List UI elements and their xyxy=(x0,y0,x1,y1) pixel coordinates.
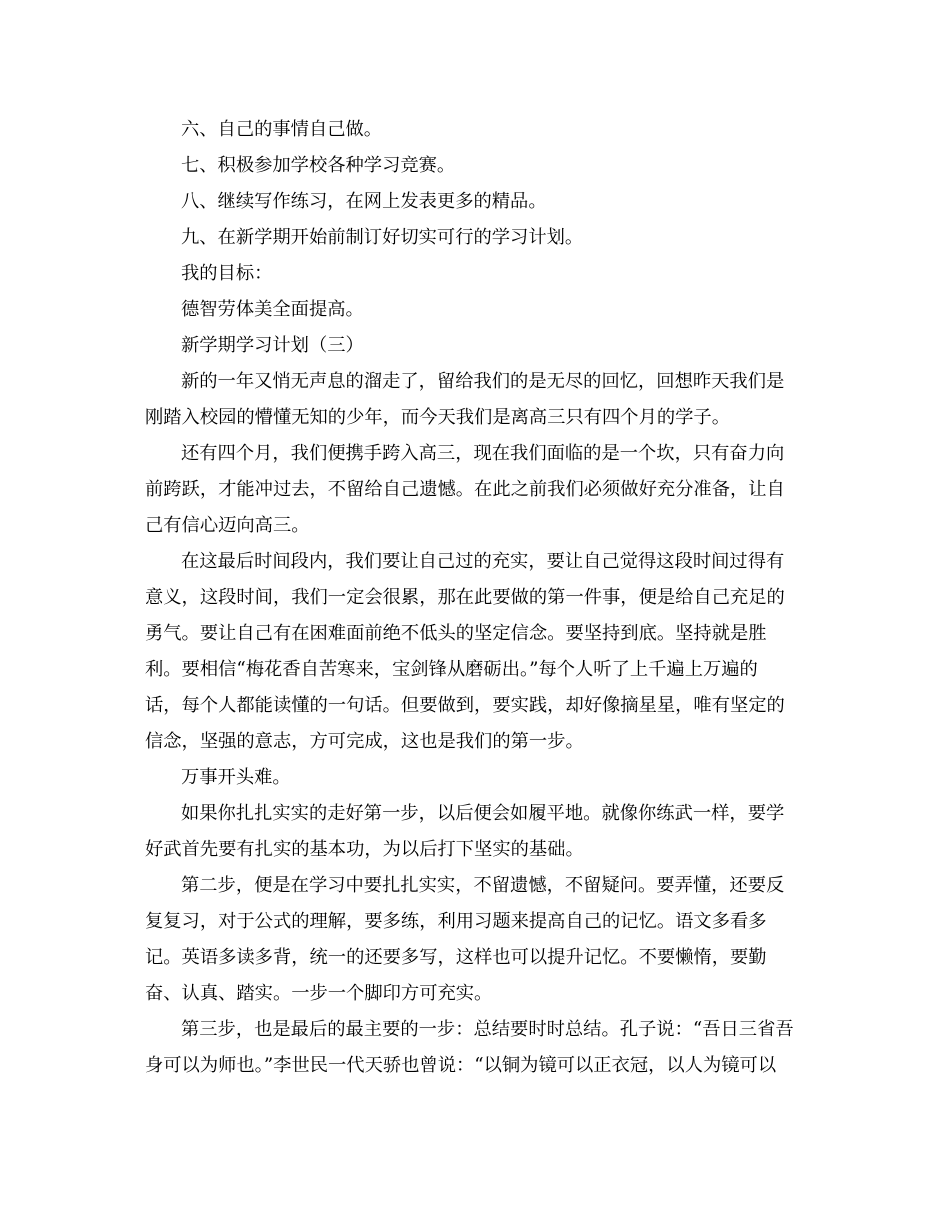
text-line: 万事开头难。 xyxy=(181,767,291,788)
text-line: 利。要相信“梅花香自苦寒来，宝剑锋从磨砺出。”每个人听了上千遍上万遍的 xyxy=(145,659,758,680)
text-line: 好武首先要有扎实的基本功，为以后打下坚实的基础。 xyxy=(145,839,584,860)
text-line: 记。英语多读多背，统一的还要多写，这样也可以提升记忆。不要懒惰，要勤 xyxy=(145,947,767,968)
text-line: 九、在新学期开始前制订好切实可行的学习计划。 xyxy=(181,227,584,248)
text-line: 前跨跃，才能冲过去，不留给自己遗憾。在此之前我们必须做好充分准备，让自 xyxy=(145,479,785,500)
text-line: 刚踏入校园的懵懂无知的少年，而今天我们是离高三只有四个月的学子。 xyxy=(145,407,730,428)
text-line: 信念，坚强的意志，方可完成，这也是我们的第一步。 xyxy=(145,731,584,752)
text-line: 七、积极参加学校各种学习竞赛。 xyxy=(181,155,456,176)
text-line: 第三步，也是最后的最主要的一步：总结要时时总结。孔子说：“吾日三省吾 xyxy=(181,1019,794,1040)
text-line: 还有四个月，我们便携手跨入高三，现在我们面临的是一个坎，只有奋力向 xyxy=(181,443,785,464)
text-line: 复复习，对于公式的理解，要多练，利用习题来提高自己的记忆。语文多看多 xyxy=(145,911,767,932)
text-line: 勇气。要让自己有在困难面前绝不低头的坚定信念。要坚持到底。坚持就是胜 xyxy=(145,623,767,644)
text-line: 六、自己的事情自己做。 xyxy=(181,119,383,140)
text-line: 德智劳体美全面提高。 xyxy=(181,299,364,320)
text-line: 己有信心迈向高三。 xyxy=(145,515,310,536)
text-line: 如果你扎扎实实的走好第一步，以后便会如履平地。就像你练武一样，要学 xyxy=(181,803,785,824)
text-line: 八、继续写作练习，在网上发表更多的精品。 xyxy=(181,191,547,212)
text-line: 在这最后时间段内，我们要让自己过的充实，要让自己觉得这段时间过得有 xyxy=(181,551,785,572)
document-body xyxy=(145,112,807,1084)
text-line: 我的目标： xyxy=(181,263,273,284)
text-line: 身可以为师也。”李世民一代天骄也曾说：“以铜为镜可以正衣冠，以人为镜可以 xyxy=(145,1055,777,1076)
text-line: 新的一年又悄无声息的溜走了，留给我们的是无尽的回忆，回想昨天我们是 xyxy=(181,371,785,392)
text-line: 意义，这段时间，我们一定会很累，那在此要做的第一件事，便是给自己充足的 xyxy=(145,587,785,608)
text-line: 第二步，便是在学习中要扎扎实实，不留遗憾，不留疑问。要弄懂，还要反 xyxy=(181,875,785,896)
text-line: 奋、认真、踏实。一步一个脚印方可充实。 xyxy=(145,983,493,1004)
text-line: 新学期学习计划（三） xyxy=(181,335,364,356)
text-line: 话，每个人都能读懂的一句话。但要做到，要实践，却好像摘星星，唯有坚定的 xyxy=(145,695,785,716)
